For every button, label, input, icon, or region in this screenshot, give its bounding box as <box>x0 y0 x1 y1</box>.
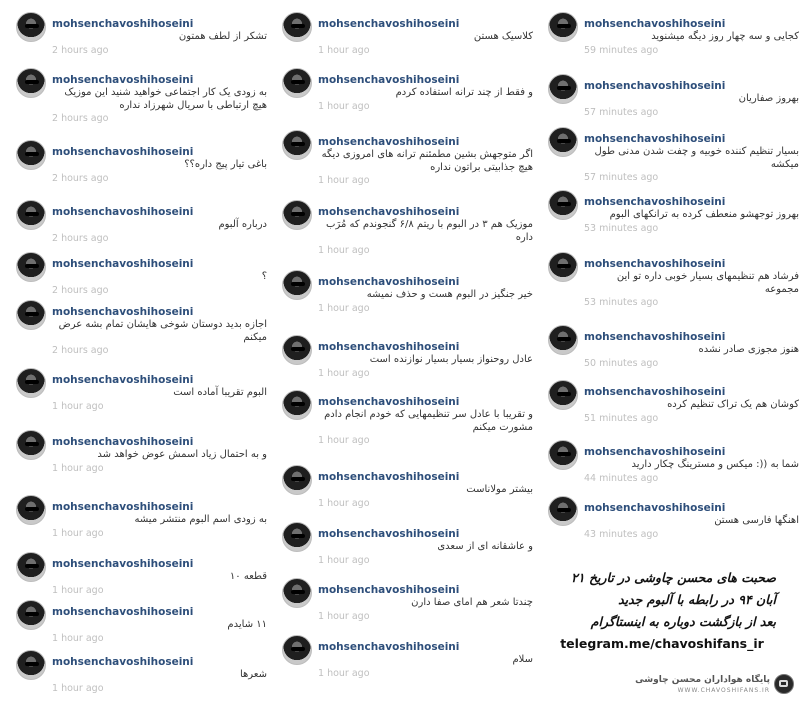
comment-timestamp: 1 hour ago <box>52 462 104 474</box>
comment-text: اجازه بدید دوستان شوخی هایشان تمام بشه عرض میکنم <box>58 319 267 343</box>
username-link[interactable]: mohsenchavoshihoseini <box>318 396 460 408</box>
comment-timestamp: 1 hour ago <box>318 302 370 314</box>
comment-timestamp: 1 hour ago <box>318 100 370 112</box>
avatar[interactable] <box>548 380 578 410</box>
comment-body <box>318 130 533 186</box>
comment-text: عادل روحنواز بسیار بسیار نوازنده است <box>369 354 533 365</box>
comment-text: فرشاد هم تنظیمهای بسیار خوبی داره تو این مجموعه <box>616 271 799 295</box>
username-link[interactable]: mohsenchavoshihoseini <box>318 18 460 30</box>
username-link[interactable]: mohsenchavoshihoseini <box>318 74 460 86</box>
comment-body <box>584 127 799 183</box>
avatar[interactable] <box>282 390 312 420</box>
comment-timestamp: 1 hour ago <box>52 527 104 539</box>
comment-text: البوم تقریبا آماده است <box>173 387 267 398</box>
avatar[interactable] <box>16 200 46 230</box>
username-link[interactable]: mohsenchavoshihoseini <box>584 446 726 458</box>
avatar[interactable] <box>16 430 46 460</box>
comment-timestamp: 1 hour ago <box>52 682 104 694</box>
avatar[interactable] <box>16 12 46 42</box>
comment-timestamp: 53 minutes ago <box>584 222 659 234</box>
avatar[interactable] <box>16 140 46 170</box>
username-link[interactable]: mohsenchavoshihoseini <box>52 501 194 513</box>
comment-text: و به احتمال زیاد اسمش عوض خواهد شد <box>97 449 267 460</box>
username-link[interactable]: mohsenchavoshihoseini <box>52 656 194 668</box>
camera-icon <box>774 674 794 694</box>
username-link[interactable]: mohsenchavoshihoseini <box>584 258 726 270</box>
comment-timestamp: 57 minutes ago <box>584 106 659 118</box>
comment-text: ۱۱ شایدم <box>227 619 267 630</box>
comment-text: به زودی یک کار اجتماعی خواهید شنید این موزیک هیچ ارتباطی با سریال شهرزاد نداره <box>64 87 267 111</box>
comment-text: اهنگها فارسی هستن <box>714 515 799 526</box>
comment-timestamp: 1 hour ago <box>318 175 370 186</box>
watermark-text: پایگاه هواداران محسن چاوشی <box>635 675 770 685</box>
avatar[interactable] <box>16 252 46 282</box>
comment-text: بهروز توجهشو منعطف کرده به ترانکهای البوم <box>609 209 799 220</box>
username-link[interactable]: mohsenchavoshihoseini <box>318 206 460 218</box>
comment-body <box>584 325 799 369</box>
avatar[interactable] <box>282 270 312 300</box>
username-link[interactable]: mohsenchavoshihoseini <box>584 196 726 208</box>
comment-body <box>584 12 799 56</box>
avatar[interactable] <box>282 465 312 495</box>
comment-timestamp: 1 hour ago <box>318 667 370 679</box>
comment-text: و تقریبا با عادل سر تنظیمهایی که خودم انجام دادم مشورت میکنم <box>324 409 533 433</box>
comment-body <box>318 12 533 56</box>
username-link[interactable]: mohsenchavoshihoseini <box>318 276 460 288</box>
comment-text: کوشان هم یک تراک تنظیم کرده <box>667 399 799 410</box>
comment-body <box>584 252 799 308</box>
avatar[interactable] <box>282 130 312 160</box>
comment-body <box>52 200 267 244</box>
comment-body <box>318 635 533 679</box>
comment-text: ؟ <box>261 271 267 282</box>
comment-timestamp: 53 minutes ago <box>584 297 659 308</box>
username-link[interactable]: mohsenchavoshihoseini <box>584 502 726 514</box>
comment-timestamp: 43 minutes ago <box>584 528 659 540</box>
watermark <box>624 670 796 698</box>
comment-body <box>52 140 267 184</box>
comment-text: سلام <box>512 654 533 665</box>
avatar[interactable] <box>16 650 46 680</box>
username-link[interactable]: mohsenchavoshihoseini <box>52 18 194 30</box>
avatar[interactable] <box>282 12 312 42</box>
comment-timestamp: 2 hours ago <box>52 44 109 56</box>
comment-body <box>584 440 799 484</box>
comment-timestamp: 2 hours ago <box>52 345 109 356</box>
avatar[interactable] <box>16 300 46 330</box>
avatar[interactable] <box>548 12 578 42</box>
comment-body <box>318 578 533 622</box>
comment-body <box>52 600 267 644</box>
username-link[interactable]: mohsenchavoshihoseini <box>318 136 460 148</box>
comment-text: باغی تیار پیج داره؟؟ <box>184 159 267 170</box>
comment-body <box>318 390 533 446</box>
comment-text: اگر متوجهش بشین مطمئنم ترانه های امروزی دیگه هیچ جذابیتی براتون نداره <box>321 149 533 173</box>
comment-text: شما به ((: میکس و مسترینگ چکار دارید <box>631 459 799 470</box>
avatar[interactable] <box>16 368 46 398</box>
username-link[interactable]: mohsenchavoshihoseini <box>52 436 194 448</box>
comment-text: به زودی اسم البوم منتشر میشه <box>134 514 267 525</box>
username-link[interactable]: mohsenchavoshihoseini <box>584 386 726 398</box>
username-link[interactable]: mohsenchavoshihoseini <box>52 306 194 318</box>
avatar[interactable] <box>282 522 312 552</box>
watermark-url: WWW.CHAVOSHIFANS.IR <box>677 687 770 694</box>
comment-body <box>52 552 267 596</box>
comment-text: بسیار تنظیم کننده خوبیه و چفت شدن مدنی طول میکشه <box>594 146 799 170</box>
comment-body <box>584 380 799 424</box>
username-link[interactable]: mohsenchavoshihoseini <box>584 133 726 145</box>
comment-text: و عاشقانه ای از سعدی <box>437 541 533 552</box>
comment-timestamp: 1 hour ago <box>318 610 370 622</box>
comment-body <box>52 495 267 539</box>
comment-timestamp: 59 minutes ago <box>584 44 659 56</box>
comment-body <box>52 650 267 694</box>
avatar[interactable] <box>16 552 46 582</box>
avatar[interactable] <box>548 325 578 355</box>
username-link[interactable]: mohsenchavoshihoseini <box>318 341 460 353</box>
username-link[interactable]: mohsenchavoshihoseini <box>52 606 194 618</box>
username-link[interactable]: mohsenchavoshihoseini <box>584 18 726 30</box>
avatar[interactable] <box>548 74 578 104</box>
caption <box>548 567 776 655</box>
comment-body <box>584 496 799 540</box>
avatar[interactable] <box>16 68 46 98</box>
comment-body <box>318 270 533 314</box>
comment-text: قطعه ۱۰ <box>229 571 267 582</box>
comment-timestamp: 1 hour ago <box>318 367 370 379</box>
comment-timestamp: 1 hour ago <box>52 400 104 412</box>
comment-body <box>318 465 533 509</box>
comment-timestamp: 1 hour ago <box>318 435 370 446</box>
comment-timestamp: 2 hours ago <box>52 232 109 244</box>
username-link[interactable]: mohsenchavoshihoseini <box>52 74 194 86</box>
username-link[interactable]: mohsenchavoshihoseini <box>52 146 194 158</box>
comment-body <box>52 368 267 412</box>
username-link[interactable]: mohsenchavoshihoseini <box>584 331 726 343</box>
comment-body <box>318 68 533 112</box>
comment-timestamp: 1 hour ago <box>318 245 370 256</box>
comment-text: هنوز مجوزی صادر نشده <box>698 344 799 355</box>
comment-text: درباره آلبوم <box>218 219 267 230</box>
comment-text: تشکر از لطف همتون <box>178 31 267 42</box>
comment-body <box>52 430 267 474</box>
comment-text: موزیک هم ۳ در البوم با ریتم ۶/۸ گنجوندم که مُرَب داره <box>326 219 533 243</box>
avatar[interactable] <box>548 190 578 220</box>
comment-body <box>584 74 799 118</box>
comment-text: و فقط از چند ترانه استفاده کردم <box>395 87 533 98</box>
username-link[interactable]: mohsenchavoshihoseini <box>318 641 460 653</box>
avatar[interactable] <box>282 335 312 365</box>
caption-line-3: بعد از بازگشت دوباره به اینستاگرام <box>590 614 776 629</box>
comment-timestamp: 1 hour ago <box>52 632 104 644</box>
comment-text: کجایی و سه چهار روز دیگه میشنوید <box>651 31 799 42</box>
comment-body <box>318 200 533 256</box>
avatar[interactable] <box>16 600 46 630</box>
comment-body <box>584 190 799 234</box>
comment-body <box>52 68 267 124</box>
comment-text: شعرها <box>239 669 267 680</box>
avatar[interactable] <box>548 127 578 157</box>
comment-text: چندتا شعر هم امای صفا دارن <box>411 597 533 608</box>
comment-text: خیر جنگیز در البوم هست و حذف نمیشه <box>366 289 533 300</box>
avatar[interactable] <box>282 578 312 608</box>
username-link[interactable]: mohsenchavoshihoseini <box>52 258 194 270</box>
username-link[interactable]: mohsenchavoshihoseini <box>52 558 194 570</box>
username-link[interactable]: mohsenchavoshihoseini <box>318 471 460 483</box>
comment-body <box>318 522 533 566</box>
comment-timestamp: 1 hour ago <box>318 497 370 509</box>
comment-timestamp: 50 minutes ago <box>584 357 659 369</box>
comment-timestamp: 57 minutes ago <box>584 172 659 183</box>
comment-body <box>52 252 267 296</box>
comment-timestamp: 1 hour ago <box>52 584 104 596</box>
comment-body <box>318 335 533 379</box>
username-link[interactable]: mohsenchavoshihoseini <box>584 80 726 92</box>
comment-text: کلاسیک هستن <box>473 31 533 42</box>
comment-body <box>52 300 267 356</box>
comment-timestamp: 2 hours ago <box>52 113 109 124</box>
caption-line-1: صحبت های محسن چاوشی در تاریخ ۲۱ <box>571 570 776 585</box>
comment-timestamp: 1 hour ago <box>318 554 370 566</box>
avatar[interactable] <box>548 440 578 470</box>
username-link[interactable]: mohsenchavoshihoseini <box>318 584 460 596</box>
caption-line-2: آبان ۹۴ در رابطه با آلبوم جدید <box>618 592 776 607</box>
comment-body <box>52 12 267 56</box>
username-link[interactable]: mohsenchavoshihoseini <box>318 528 460 540</box>
telegram-link[interactable]: telegram.me/chavoshifans_ir <box>560 636 764 651</box>
comment-timestamp: 2 hours ago <box>52 172 109 184</box>
avatar[interactable] <box>282 200 312 230</box>
avatar[interactable] <box>16 495 46 525</box>
avatar[interactable] <box>282 68 312 98</box>
username-link[interactable]: mohsenchavoshihoseini <box>52 374 194 386</box>
comment-timestamp: 2 hours ago <box>52 284 109 296</box>
comment-text: بهروز صفاریان <box>738 93 799 104</box>
comment-text: بیشتر مولاناست <box>466 484 533 495</box>
comment-timestamp: 44 minutes ago <box>584 472 659 484</box>
avatar[interactable] <box>282 635 312 665</box>
avatar[interactable] <box>548 252 578 282</box>
username-link[interactable]: mohsenchavoshihoseini <box>52 206 194 218</box>
avatar[interactable] <box>548 496 578 526</box>
comment-timestamp: 51 minutes ago <box>584 412 659 424</box>
comment-timestamp: 1 hour ago <box>318 44 370 56</box>
